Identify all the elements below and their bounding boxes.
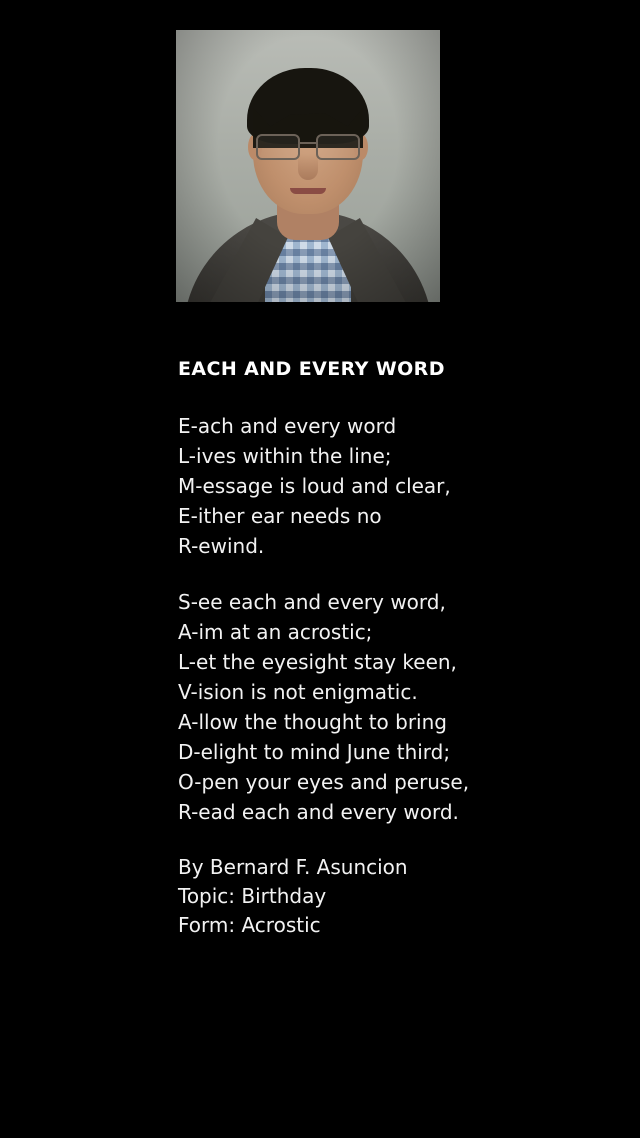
poem-line: V-ision is not enigmatic. (178, 679, 418, 704)
poem-line: A-im at an acrostic; (178, 619, 373, 644)
poem-stanza-1 (178, 411, 618, 561)
poem-line: O-pen your eyes and peruse, (178, 769, 470, 794)
poem-line: L-et the eyesight stay keen, (178, 649, 457, 674)
poem-credits (178, 853, 618, 940)
page-title: EACH AND EVERY WORD (178, 358, 445, 380)
poem-stanza-2 (178, 587, 618, 827)
poem-line: E-ach and every word (178, 413, 397, 438)
poem-topic: Topic: Birthday (178, 883, 327, 908)
poem-line: D-elight to mind June third; (178, 739, 451, 764)
portrait-photo (176, 30, 440, 302)
poem-line: S-ee each and every word, (178, 589, 446, 614)
poem-line: R-ead each and every word. (178, 799, 459, 824)
poem-content (178, 356, 618, 940)
poem-line: M-essage is loud and clear, (178, 473, 451, 498)
poem-form: Form: Acrostic (178, 912, 321, 937)
poem-author: By Bernard F. Asuncion (178, 854, 408, 879)
author-portrait (176, 30, 440, 302)
poem-line: L-ives within the line; (178, 443, 392, 468)
poem-line: E-ither ear needs no (178, 503, 382, 528)
photo-vignette (176, 30, 440, 302)
poem-line: R-ewind. (178, 533, 265, 558)
poem-line: A-llow the thought to bring (178, 709, 447, 734)
